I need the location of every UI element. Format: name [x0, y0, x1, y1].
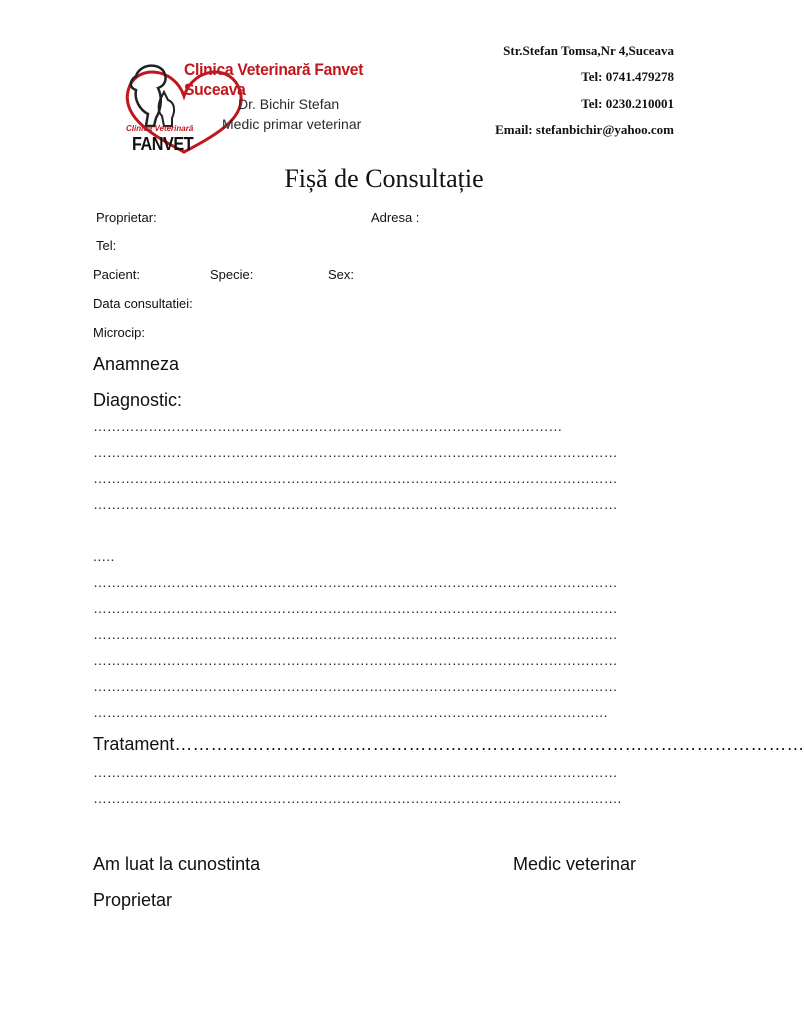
contact-address: Str.Stefan Tomsa,Nr 4,Suceava: [503, 43, 674, 58]
dot-line: ……………………………………………………………………………………………………: [93, 626, 618, 642]
field-pacient: Pacient:: [93, 267, 140, 282]
dot-line: ……………………………………………………………………………………………………: [93, 574, 618, 590]
field-specie: Specie:: [210, 267, 254, 282]
page-title: Fișă de Consultație: [284, 164, 484, 193]
dot-line: …………………………………………………………………………………………………….: [93, 790, 622, 806]
footer-acknowledge: Am luat la cunostinta: [93, 854, 261, 874]
dot-line: …………………………………………………………………………………………: [93, 418, 563, 434]
dot-line: ……………………………………………………………………………………………………: [93, 496, 618, 512]
logo-doctor-name: Dr. Bichir Stefan: [238, 96, 340, 112]
field-adresa: Adresa :: [371, 210, 420, 225]
contact-phone-2: Tel: 0230.210001: [581, 96, 674, 111]
dot-line: ……………………………………………………………………………………………………: [93, 470, 618, 486]
logo-clinic-name: Clinica Veterinară Fanvet Suceava: [184, 60, 364, 99]
dot-line: ……………………………………………………………………………………………………: [93, 764, 618, 780]
section-diagnostic: Diagnostic:: [93, 390, 183, 410]
contact-phone-1: Tel: 0741.479278: [581, 69, 674, 84]
dot-line: ……………………………………………………………………………………………………: [93, 652, 618, 668]
footer-owner: Proprietar: [93, 890, 173, 910]
section-tratament: Tratament……………………………………………………………………………………………: [93, 734, 804, 754]
dot-line: ……………………………………………………………………………………………………: [93, 678, 618, 694]
footer-vet: Medic veterinar: [513, 854, 637, 874]
field-tel: Tel:: [96, 238, 117, 253]
field-microcip: Microcip:: [93, 325, 146, 340]
dot-line: .….: [93, 548, 115, 564]
dot-line: ……………………………………………………………………………………………………: [93, 600, 618, 616]
clinic-logo: [114, 56, 392, 154]
logo-small-text: Clinica Veterinară: [126, 124, 194, 133]
contact-email: Email: stefanbichir@yahoo.com: [495, 122, 674, 137]
logo-brand: FANVET: [132, 134, 194, 154]
field-proprietar: Proprietar:: [96, 210, 157, 225]
section-anamneza: Anamneza: [93, 354, 180, 374]
dot-line: ……………………………………………………………………………………………………: [93, 444, 618, 460]
field-data-consultatiei: Data consultatiei:: [93, 296, 193, 311]
dot-line: ………………………………………………………………………………………………….: [93, 704, 608, 720]
logo-doctor-title: Medic primar veterinar: [222, 116, 362, 132]
field-sex: Sex:: [328, 267, 355, 282]
